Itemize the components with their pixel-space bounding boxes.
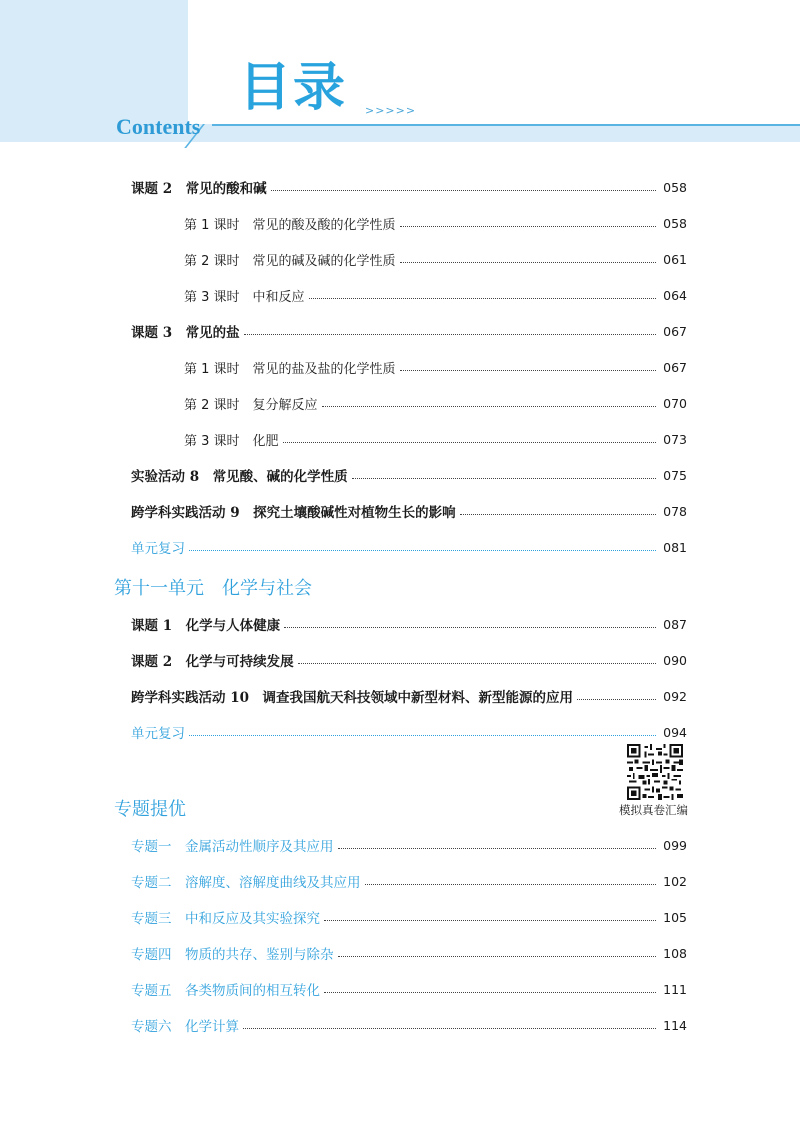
toc-page-number: 111 [663, 981, 687, 997]
leader-dots [189, 735, 656, 736]
toc-page-number: 108 [663, 945, 687, 961]
leader-dots [283, 442, 656, 443]
toc-entry-label: 专题三 中和反应及其实验探究 [131, 911, 320, 927]
toc-page-number: 099 [663, 837, 687, 853]
toc-entry-label: 课题 3 常见的盐 [131, 325, 240, 341]
toc-entry-label: 第 3 课时 中和反应 [184, 289, 305, 305]
toc-entry-label: 课题 2 常见的酸和碱 [131, 181, 267, 197]
leader-dots [324, 920, 656, 921]
toc-entry[interactable] [131, 501, 687, 521]
toc-page-number: 058 [663, 215, 687, 231]
toc-entry-topic[interactable] [131, 979, 687, 999]
toc-page-number: 064 [663, 287, 687, 303]
toc-entry-label: 专题六 化学计算 [131, 1019, 239, 1035]
leader-dots [309, 298, 656, 299]
leader-dots [271, 190, 656, 191]
toc-page-number: 102 [663, 873, 687, 889]
leader-dots [189, 550, 656, 551]
leader-dots [400, 262, 656, 263]
toc-entry[interactable] [131, 614, 687, 634]
toc-page-number: 061 [663, 251, 687, 267]
topics-title: 专题提优 [114, 799, 186, 820]
leader-dots [284, 627, 656, 628]
toc-entry-label: 课题 2 化学与可持续发展 [131, 654, 294, 670]
unit-title: 第十一单元 化学与社会 [114, 578, 312, 599]
toc-entry-topic[interactable] [131, 907, 687, 927]
toc-entry[interactable] [131, 321, 687, 341]
toc-entry-topic[interactable] [131, 943, 687, 963]
page-subtitle: Contents [116, 114, 201, 139]
toc-page-number: 087 [663, 616, 687, 632]
page-title: 目录 [239, 58, 348, 118]
header-rule [212, 124, 800, 126]
toc-entry[interactable] [131, 177, 687, 197]
toc-page-number: 105 [663, 909, 687, 925]
qr-code-icon[interactable] [627, 744, 683, 800]
toc-entry[interactable] [184, 429, 687, 449]
toc-entry-label: 专题五 各类物质间的相互转化 [131, 983, 320, 999]
toc-entry[interactable] [184, 393, 687, 413]
toc-entry-label: 第 3 课时 化肥 [184, 433, 279, 449]
leader-dots [400, 226, 656, 227]
toc-page-number: 067 [663, 359, 687, 375]
toc-entry[interactable] [131, 686, 687, 706]
leader-dots [244, 334, 656, 335]
toc-entry[interactable] [184, 249, 687, 269]
toc-entry-review[interactable] [131, 722, 687, 742]
leader-dots [460, 514, 656, 515]
chevrons-decoration: >>>>> [365, 104, 417, 117]
toc-entry-label: 跨学科实践活动 9 探究土壤酸碱性对植物生长的影响 [131, 505, 456, 521]
toc-entry-topic[interactable] [131, 1015, 687, 1035]
toc-page-number: 090 [663, 652, 687, 668]
toc-page-number: 114 [663, 1017, 687, 1033]
toc-entry-label: 单元复习 [131, 726, 185, 742]
leader-dots [577, 699, 656, 700]
leader-dots [338, 956, 657, 957]
toc-entry-label: 第 2 课时 复分解反应 [184, 397, 318, 413]
toc-entry-label: 专题二 溶解度、溶解度曲线及其应用 [131, 875, 361, 891]
toc-entry-review[interactable] [131, 537, 687, 557]
toc-page-number: 070 [663, 395, 687, 411]
leader-dots [322, 406, 656, 407]
leader-dots [338, 848, 657, 849]
toc-page-number: 081 [663, 539, 687, 555]
toc-page-number: 078 [663, 503, 687, 519]
toc-page-number: 094 [663, 724, 687, 740]
toc-entry[interactable] [184, 213, 687, 233]
leader-dots [243, 1028, 656, 1029]
leader-dots [324, 992, 656, 993]
toc-entry[interactable] [131, 465, 687, 485]
toc-entry-label: 第 2 课时 常见的碱及碱的化学性质 [184, 253, 396, 269]
leader-dots [365, 884, 657, 885]
toc-entry-label: 专题一 金属活动性顺序及其应用 [131, 839, 334, 855]
toc-entry-label: 单元复习 [131, 541, 185, 557]
toc-entry-label: 专题四 物质的共存、鉴别与除杂 [131, 947, 334, 963]
qr-code-label: 模拟真卷汇编 [619, 803, 688, 817]
toc-page-number: 075 [663, 467, 687, 483]
toc-entry[interactable] [184, 357, 687, 377]
leader-dots [352, 478, 656, 479]
toc-page-number: 092 [663, 688, 687, 704]
toc-entry-label: 课题 1 化学与人体健康 [131, 618, 281, 634]
toc-entry[interactable] [131, 650, 687, 670]
toc-entry[interactable] [184, 285, 687, 305]
leader-dots [298, 663, 656, 664]
toc-entry-label: 实验活动 8 常见酸、碱的化学性质 [131, 469, 348, 485]
toc-page-number: 073 [663, 431, 687, 447]
toc-entry-label: 第 1 课时 常见的酸及酸的化学性质 [184, 217, 396, 233]
leader-dots [400, 370, 656, 371]
toc-entry-label: 跨学科实践活动 10 调查我国航天科技领域中新型材料、新型能源的应用 [131, 690, 573, 706]
toc-page-number: 058 [663, 179, 687, 195]
toc-entry-topic[interactable] [131, 835, 687, 855]
toc-entry-topic[interactable] [131, 871, 687, 891]
toc-entry-label: 第 1 课时 常见的盐及盐的化学性质 [184, 361, 396, 377]
toc-page-number: 067 [663, 323, 687, 339]
